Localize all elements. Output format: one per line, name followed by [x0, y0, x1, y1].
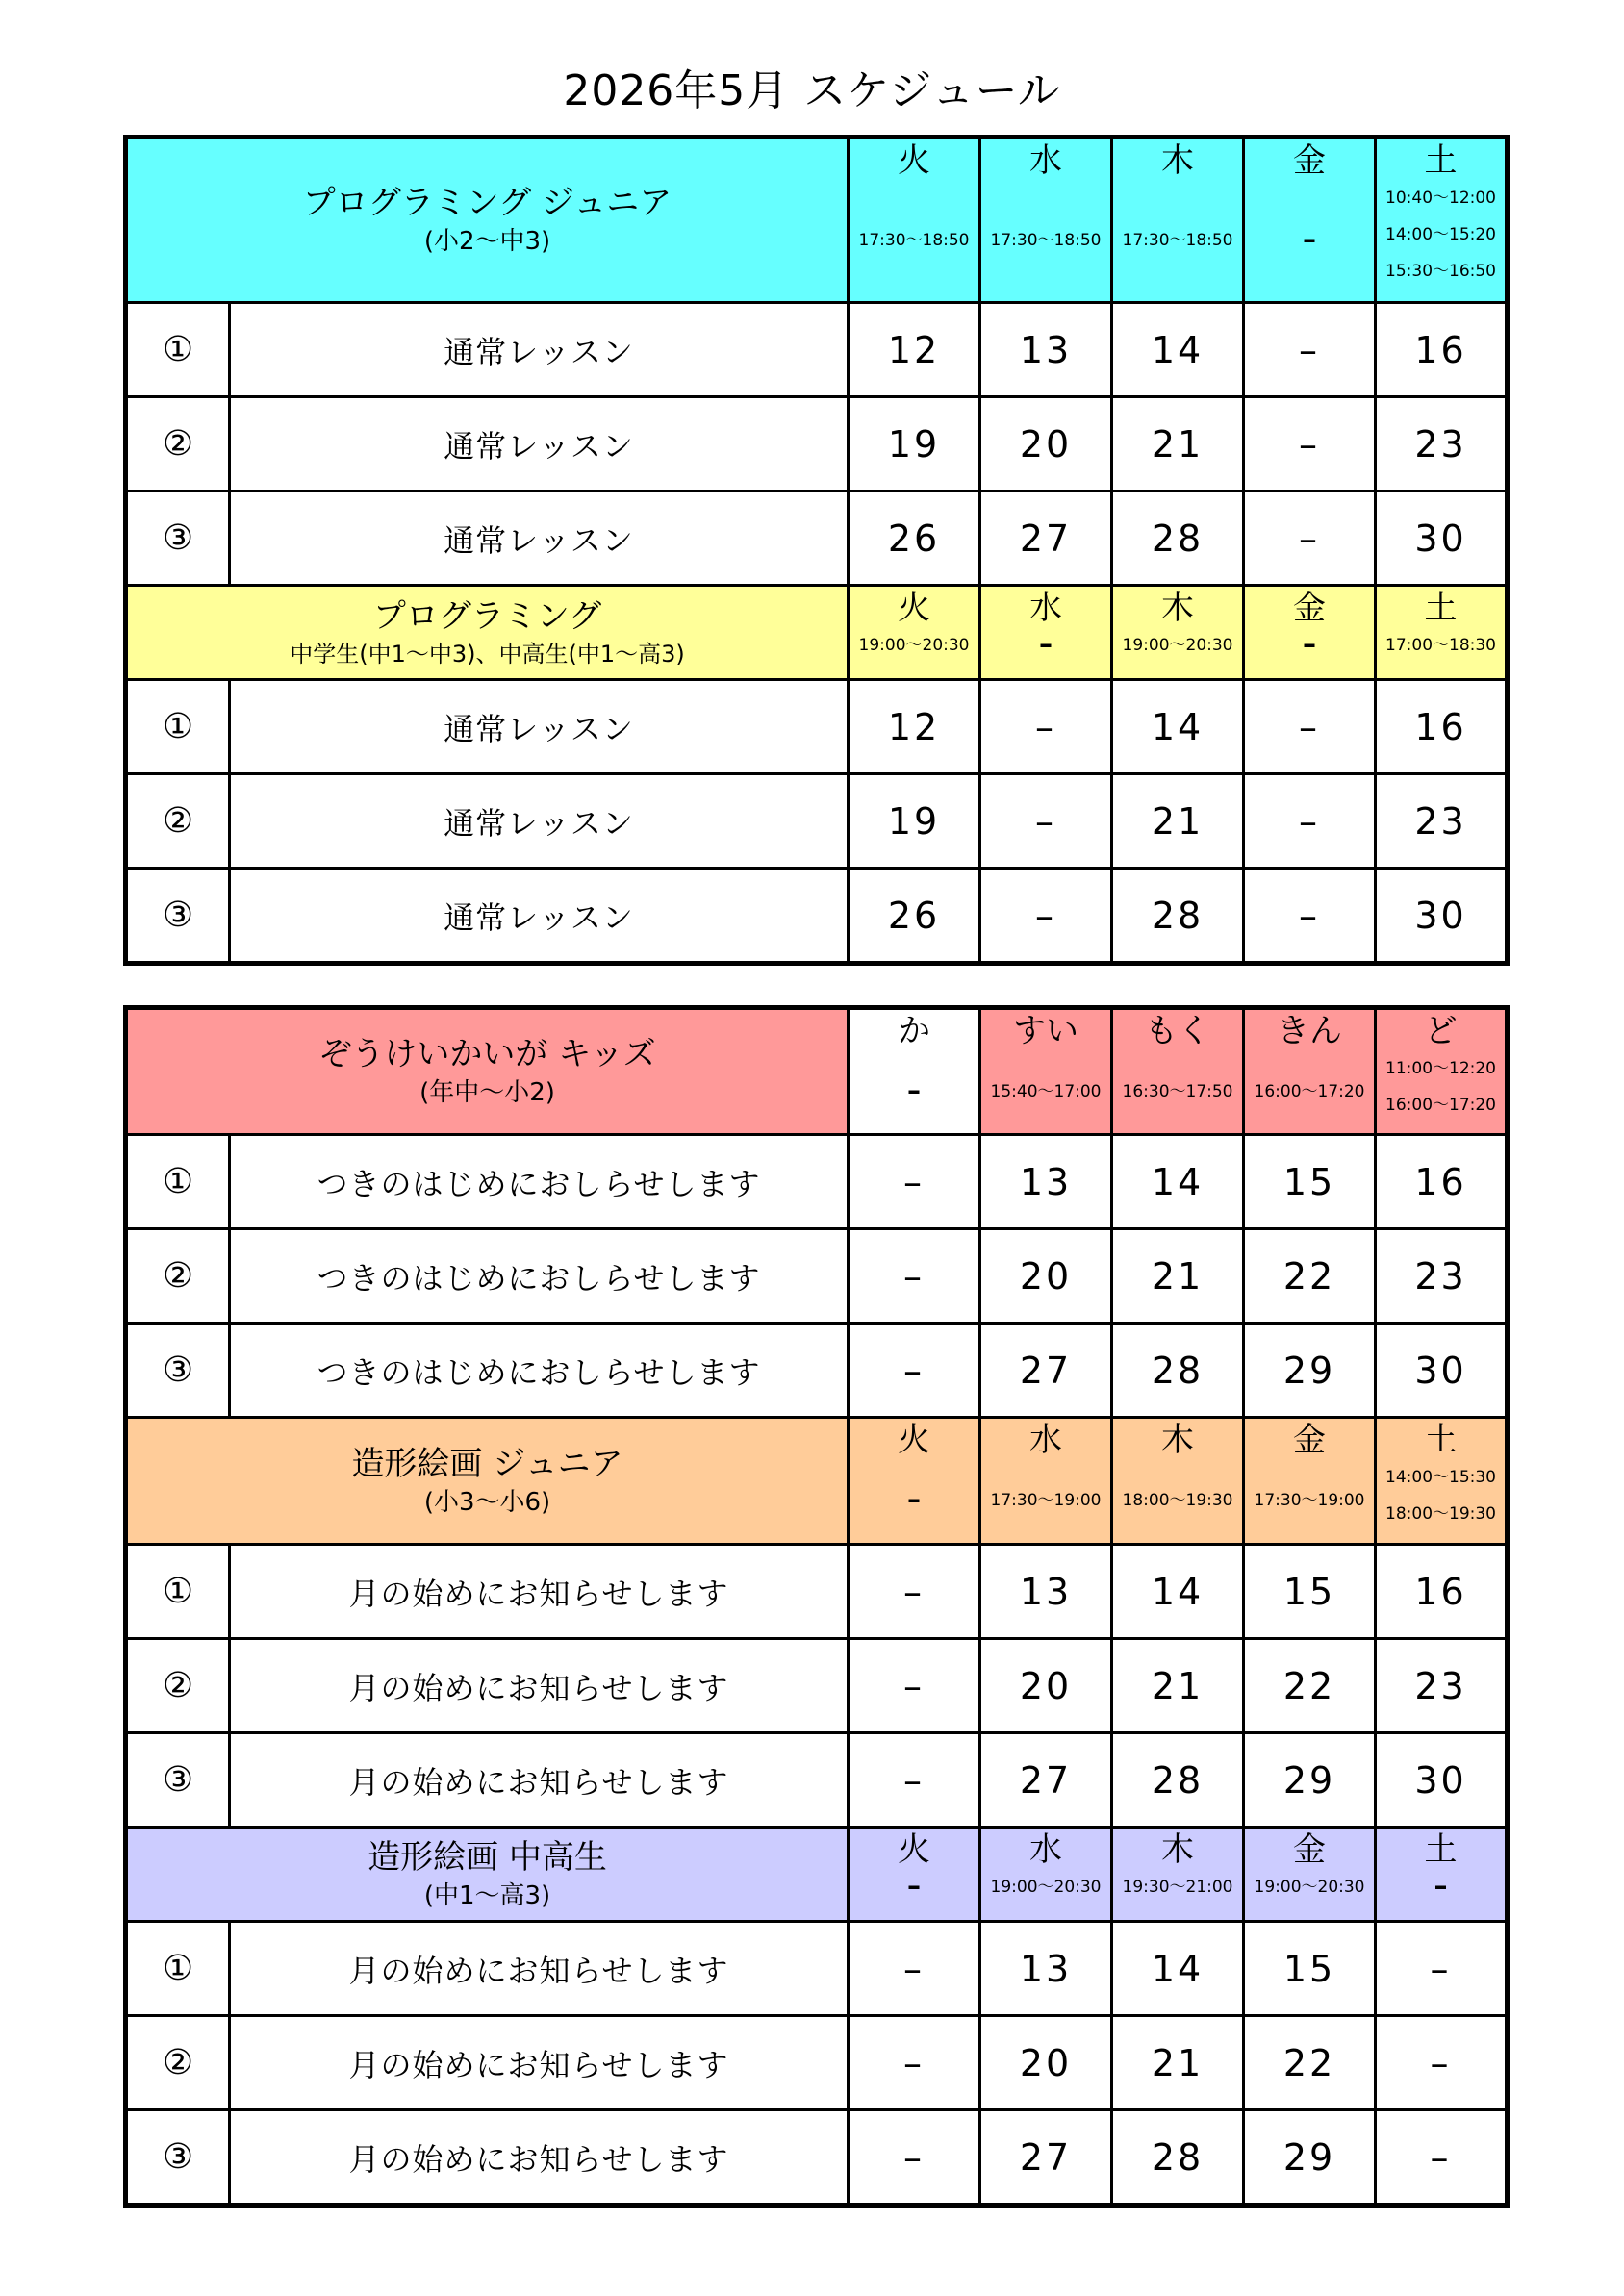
table-row — [126, 1733, 1508, 1828]
date-cell: 16 — [1376, 1545, 1508, 1639]
date-cell: 29 — [1244, 2110, 1376, 2206]
day-cell — [1112, 1008, 1244, 1135]
table-row — [126, 869, 1508, 964]
row-number: ② — [126, 774, 230, 869]
day-label: 水 — [1029, 1830, 1063, 1869]
time-slot: 16:30～17:50 — [1122, 1082, 1233, 1101]
day-label: 金 — [1293, 1830, 1327, 1869]
date-cell: – — [849, 1922, 980, 2016]
lesson-type: 月の始めにお知らせします — [230, 2016, 849, 2110]
time-slot: 18:00～19:30 — [1122, 1491, 1233, 1510]
date-cell: 26 — [849, 869, 980, 964]
date-cell: 14 — [1112, 1135, 1244, 1229]
lesson-type: 月の始めにお知らせします — [230, 2110, 849, 2206]
row-number: ③ — [126, 869, 230, 964]
day-label: 土 — [1424, 1421, 1458, 1459]
day-cell — [980, 1418, 1112, 1545]
date-cell: 12 — [849, 303, 980, 397]
date-cell: 28 — [1112, 1324, 1244, 1418]
date-cell: – — [1244, 303, 1376, 397]
day-label: 金 — [1293, 141, 1327, 180]
lesson-type: 通常レッスン — [230, 869, 849, 964]
time-slot: 14:00～15:20 — [1385, 225, 1496, 244]
day-cell — [1112, 586, 1244, 680]
day-label: 木 — [1161, 1830, 1195, 1869]
time-slot: 19:30～21:00 — [1122, 1878, 1233, 1897]
date-cell: 15 — [1244, 1135, 1376, 1229]
section-header — [126, 138, 1508, 303]
date-cell: – — [849, 1135, 980, 1229]
art-schedule-table — [123, 1005, 1510, 2208]
table-row — [126, 1135, 1508, 1229]
time-slot: 17:30～18:50 — [990, 231, 1102, 250]
day-label: もく — [1145, 1012, 1211, 1050]
day-cell — [1244, 1008, 1376, 1135]
date-cell: 13 — [980, 1135, 1112, 1229]
day-label: 火 — [898, 589, 931, 627]
day-label: すい — [1013, 1012, 1079, 1050]
date-cell: 15 — [1244, 1922, 1376, 2016]
table-row — [126, 680, 1508, 774]
day-label: 水 — [1029, 141, 1063, 180]
date-cell: 19 — [849, 774, 980, 869]
lesson-type: 月の始めにお知らせします — [230, 1733, 849, 1828]
date-cell: – — [1244, 680, 1376, 774]
time-slot: 17:00～18:30 — [1385, 636, 1496, 655]
day-cell — [980, 586, 1112, 680]
date-cell: 14 — [1112, 303, 1244, 397]
date-cell: 14 — [1112, 1545, 1244, 1639]
date-cell: 14 — [1112, 1922, 1244, 2016]
time-slot-none: – — [1434, 1870, 1448, 1902]
date-cell: – — [1244, 492, 1376, 586]
date-cell: 23 — [1376, 1229, 1508, 1324]
date-cell: – — [1376, 2016, 1508, 2110]
row-number: ② — [126, 1229, 230, 1324]
date-cell: 23 — [1376, 397, 1508, 492]
date-cell: 28 — [1112, 1733, 1244, 1828]
day-label: 金 — [1293, 1421, 1327, 1459]
day-label: 木 — [1161, 589, 1195, 627]
time-slot-none: – — [907, 1870, 922, 1902]
day-cell — [980, 1008, 1112, 1135]
section-header — [126, 1008, 1508, 1135]
lesson-type: 通常レッスン — [230, 303, 849, 397]
day-label: 水 — [1029, 589, 1063, 627]
date-cell: – — [849, 1639, 980, 1733]
row-number: ③ — [126, 492, 230, 586]
date-cell: 30 — [1376, 1324, 1508, 1418]
course-header-cell — [126, 1008, 849, 1135]
table-row — [126, 1922, 1508, 2016]
lesson-type: つきのはじめにおしらせします — [230, 1324, 849, 1418]
time-slot: 15:30～16:50 — [1385, 262, 1496, 281]
day-label: ど — [1424, 1012, 1458, 1050]
course-grades: (中1～高3) — [423, 1880, 551, 1910]
day-cell — [1376, 1828, 1508, 1922]
date-cell: 28 — [1112, 2110, 1244, 2206]
row-number: ① — [126, 1135, 230, 1229]
date-cell: 23 — [1376, 774, 1508, 869]
table-row — [126, 1229, 1508, 1324]
date-cell: 16 — [1376, 1135, 1508, 1229]
lesson-type: つきのはじめにおしらせします — [230, 1135, 849, 1229]
date-cell: – — [1244, 774, 1376, 869]
date-cell: 13 — [980, 1922, 1112, 2016]
date-cell: – — [980, 774, 1112, 869]
time-slot: 19:00～20:30 — [1122, 636, 1233, 655]
date-cell: 16 — [1376, 680, 1508, 774]
date-cell: 22 — [1244, 1229, 1376, 1324]
programming-schedule-table — [123, 135, 1510, 966]
date-cell: 12 — [849, 680, 980, 774]
table-row — [126, 774, 1508, 869]
date-cell: 27 — [980, 1733, 1112, 1828]
day-cell — [980, 1828, 1112, 1922]
date-cell: 21 — [1112, 1229, 1244, 1324]
date-cell: – — [849, 2110, 980, 2206]
lesson-type: 通常レッスン — [230, 680, 849, 774]
date-cell: 28 — [1112, 869, 1244, 964]
lesson-type: 通常レッスン — [230, 774, 849, 869]
date-cell: 20 — [980, 397, 1112, 492]
day-cell — [1376, 138, 1508, 303]
lesson-type: 月の始めにお知らせします — [230, 1639, 849, 1733]
row-number: ① — [126, 303, 230, 397]
day-cell — [1376, 1008, 1508, 1135]
time-slot: 19:00～20:30 — [1254, 1878, 1365, 1897]
course-name: プログラミング — [372, 596, 602, 636]
date-cell: – — [849, 1229, 980, 1324]
day-label: 土 — [1424, 589, 1458, 627]
date-cell: 21 — [1112, 774, 1244, 869]
course-grades: 中学生(中1～中3)、中高生(中1～高3) — [290, 640, 685, 668]
table-row — [126, 1545, 1508, 1639]
day-label: 火 — [898, 1830, 931, 1869]
time-slot: 11:00～12:20 — [1385, 1059, 1496, 1078]
day-label: 水 — [1029, 1421, 1063, 1459]
time-slot: 17:30～19:00 — [1254, 1491, 1365, 1510]
date-cell: – — [1376, 1922, 1508, 2016]
time-slot: 10:40～12:00 — [1385, 189, 1496, 208]
day-label: 木 — [1161, 141, 1195, 180]
row-number: ② — [126, 2016, 230, 2110]
date-cell: – — [1244, 869, 1376, 964]
course-name: プログラミング ジュニア — [302, 184, 672, 222]
page-title: 2026年5月 スケジュール — [563, 66, 1061, 115]
day-cell — [1112, 1828, 1244, 1922]
day-cell — [1376, 1418, 1508, 1545]
date-cell: – — [1376, 2110, 1508, 2206]
lesson-type: 月の始めにお知らせします — [230, 1545, 849, 1639]
day-cell — [849, 586, 980, 680]
date-cell: 14 — [1112, 680, 1244, 774]
row-number: ② — [126, 1639, 230, 1733]
date-cell: 30 — [1376, 492, 1508, 586]
date-cell: 19 — [849, 397, 980, 492]
day-cell — [1244, 138, 1376, 303]
course-header-cell — [126, 138, 849, 303]
course-grades: (年中～小2) — [419, 1078, 555, 1107]
lesson-type: 月の始めにお知らせします — [230, 1922, 849, 2016]
day-label: 土 — [1424, 141, 1458, 180]
date-cell: 21 — [1112, 1639, 1244, 1733]
time-slot-none: – — [1039, 628, 1053, 660]
day-cell — [849, 138, 980, 303]
day-cell — [1376, 586, 1508, 680]
day-cell — [1244, 586, 1376, 680]
row-number: ③ — [126, 1324, 230, 1418]
table-row — [126, 1324, 1508, 1418]
lesson-type: 通常レッスン — [230, 492, 849, 586]
row-number: ① — [126, 1545, 230, 1639]
date-cell: 13 — [980, 1545, 1112, 1639]
day-label: 火 — [898, 141, 931, 180]
row-number: ③ — [126, 1733, 230, 1828]
date-cell: 13 — [980, 303, 1112, 397]
day-cell — [980, 138, 1112, 303]
time-slot: 18:00～19:30 — [1385, 1504, 1496, 1524]
table-row — [126, 2016, 1508, 2110]
day-cell — [1244, 1418, 1376, 1545]
date-cell: – — [849, 1324, 980, 1418]
day-label: 火 — [898, 1421, 931, 1459]
date-cell: 20 — [980, 1639, 1112, 1733]
table-row — [126, 397, 1508, 492]
lesson-type: 通常レッスン — [230, 397, 849, 492]
date-cell: 22 — [1244, 2016, 1376, 2110]
day-cell — [1244, 1828, 1376, 1922]
time-slot: 19:00～20:30 — [990, 1878, 1102, 1897]
date-cell: 27 — [980, 492, 1112, 586]
day-label: 土 — [1424, 1830, 1458, 1869]
date-cell: 23 — [1376, 1639, 1508, 1733]
row-number: ③ — [126, 2110, 230, 2206]
date-cell: 16 — [1376, 303, 1508, 397]
date-cell: 29 — [1244, 1324, 1376, 1418]
day-label: 木 — [1161, 1421, 1195, 1459]
day-label: 金 — [1293, 589, 1327, 627]
day-label: か — [898, 1012, 931, 1050]
course-header-cell — [126, 1828, 849, 1922]
date-cell: 29 — [1244, 1733, 1376, 1828]
day-cell — [1112, 1418, 1244, 1545]
day-cell — [1112, 138, 1244, 303]
table-row — [126, 303, 1508, 397]
day-cell — [849, 1008, 980, 1135]
row-number: ① — [126, 1922, 230, 2016]
day-cell — [849, 1418, 980, 1545]
time-slot: 16:00～17:20 — [1385, 1096, 1496, 1115]
date-cell: – — [849, 1733, 980, 1828]
date-cell: 27 — [980, 2110, 1112, 2206]
date-cell: – — [849, 2016, 980, 2110]
time-slot: 16:00～17:20 — [1254, 1082, 1365, 1101]
time-slot: 15:40～17:00 — [990, 1082, 1102, 1101]
date-cell: 30 — [1376, 1733, 1508, 1828]
course-header-cell — [126, 586, 849, 680]
course-grades: (小3～小6) — [423, 1487, 551, 1517]
date-cell: – — [980, 680, 1112, 774]
date-cell: 20 — [980, 2016, 1112, 2110]
section-header — [126, 586, 1508, 680]
time-slot: 14:00～15:30 — [1385, 1468, 1496, 1487]
time-slot-none: – — [1303, 628, 1317, 660]
day-label: きん — [1277, 1012, 1343, 1050]
table-row — [126, 1639, 1508, 1733]
date-cell: 20 — [980, 1229, 1112, 1324]
date-cell: 28 — [1112, 492, 1244, 586]
time-slot-none: – — [1303, 223, 1317, 255]
course-name: 造形絵画 中高生 — [368, 1837, 607, 1877]
course-header-cell — [126, 1418, 849, 1545]
time-slot-none: – — [907, 1074, 922, 1106]
course-grades: (小2～中3) — [423, 227, 551, 256]
date-cell: – — [1244, 397, 1376, 492]
date-cell: 21 — [1112, 397, 1244, 492]
date-cell: 30 — [1376, 869, 1508, 964]
course-name: ぞうけいかいが キッズ — [318, 1035, 656, 1073]
course-name: 造形絵画 ジュニア — [351, 1444, 623, 1483]
table-row — [126, 492, 1508, 586]
section-header — [126, 1418, 1508, 1545]
date-cell: – — [849, 1545, 980, 1639]
date-cell: – — [980, 869, 1112, 964]
time-slot-none: – — [907, 1483, 922, 1515]
row-number: ① — [126, 680, 230, 774]
table-row — [126, 2110, 1508, 2206]
time-slot: 17:30～18:50 — [1122, 231, 1233, 250]
date-cell: 21 — [1112, 2016, 1244, 2110]
lesson-type: つきのはじめにおしらせします — [230, 1229, 849, 1324]
date-cell: 15 — [1244, 1545, 1376, 1639]
date-cell: 26 — [849, 492, 980, 586]
section-header — [126, 1828, 1508, 1922]
time-slot: 19:00～20:30 — [858, 636, 970, 655]
row-number: ② — [126, 397, 230, 492]
time-slot: 17:30～19:00 — [990, 1491, 1102, 1510]
time-slot: 17:30～18:50 — [858, 231, 970, 250]
date-cell: 27 — [980, 1324, 1112, 1418]
date-cell: 22 — [1244, 1639, 1376, 1733]
day-cell — [849, 1828, 980, 1922]
